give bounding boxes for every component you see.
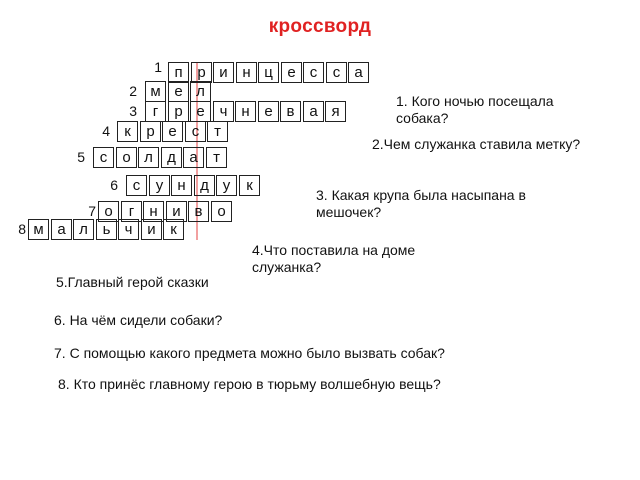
clue-4: 4.Что поставила на доме служанка?	[252, 242, 416, 275]
crossword-cell[interactable]: у	[149, 175, 170, 196]
word-number-7: 7	[88, 203, 96, 219]
crossword-cell[interactable]: ч	[213, 101, 234, 122]
crossword-cell[interactable]: п	[168, 62, 189, 83]
crossword-cell[interactable]: е	[190, 101, 211, 122]
crossword-cell[interactable]: н	[143, 201, 164, 222]
crossword-cell[interactable]: о	[116, 147, 137, 168]
crossword-cell[interactable]: ц	[258, 62, 279, 83]
crossword-cell[interactable]: и	[213, 62, 234, 83]
crossword-cell[interactable]: к	[117, 121, 138, 142]
crossword-cell[interactable]: а	[183, 147, 204, 168]
crossword-cell[interactable]: е	[258, 101, 279, 122]
crossword-cell[interactable]: с	[126, 175, 147, 196]
crossword-cell[interactable]: к	[163, 219, 184, 240]
crossword-cell[interactable]: е	[162, 121, 183, 142]
word-number-1: 1	[154, 59, 162, 75]
clue-6: 6. На чём сидели собаки?	[54, 312, 223, 328]
crossword-cell[interactable]: г	[145, 101, 166, 122]
crossword-cell[interactable]: я	[325, 101, 346, 122]
crossword-cell[interactable]: к	[239, 175, 260, 196]
clue-5: 5.Главный герой сказки	[56, 274, 209, 290]
word-number-5: 5	[77, 149, 85, 165]
crossword-cell[interactable]: ь	[96, 219, 117, 240]
crossword-cell[interactable]: в	[188, 201, 209, 222]
crossword-cell[interactable]: н	[236, 62, 257, 83]
crossword-cell[interactable]: и	[166, 201, 187, 222]
crossword-cell[interactable]: г	[121, 201, 142, 222]
crossword-cell[interactable]: л	[138, 147, 159, 168]
crossword-cell[interactable]: у	[216, 175, 237, 196]
crossword-cell[interactable]: л	[73, 219, 94, 240]
clue-7: 7. С помощью какого предмета можно было вызвать собак?	[54, 345, 445, 361]
crossword-cell[interactable]: д	[194, 175, 215, 196]
word-number-3: 3	[129, 103, 137, 119]
clue-8: 8. Кто принёс главному герою в тюрьму волшебную вещь?	[58, 376, 441, 392]
crossword-cell[interactable]: с	[303, 62, 324, 83]
word-number-2: 2	[129, 83, 137, 99]
word-number-8: 8	[18, 221, 26, 237]
crossword-cell[interactable]: с	[185, 121, 206, 142]
page-title: кроссворд	[268, 16, 372, 37]
crossword-cell[interactable]: е	[168, 81, 189, 102]
crossword-cell[interactable]: л	[190, 81, 211, 102]
crossword-cell[interactable]: с	[93, 147, 114, 168]
crossword-cell[interactable]: о	[98, 201, 119, 222]
crossword-cell[interactable]: ч	[118, 219, 139, 240]
crossword-cell[interactable]: а	[51, 219, 72, 240]
crossword-cell[interactable]: н	[171, 175, 192, 196]
crossword-cell[interactable]: р	[168, 101, 189, 122]
crossword-cell[interactable]: а	[303, 101, 324, 122]
clue-3: 3. Какая крупа была насыпана в мешочек?	[316, 187, 526, 220]
crossword-cell[interactable]: м	[145, 81, 166, 102]
crossword-cell[interactable]: е	[281, 62, 302, 83]
crossword-cell[interactable]: д	[161, 147, 182, 168]
word-number-6: 6	[110, 177, 118, 193]
crossword-cell[interactable]: т	[207, 121, 228, 142]
crossword-cell[interactable]: и	[141, 219, 162, 240]
clue-1: 1. Кого ночью посещала собака?	[396, 93, 554, 126]
crossword-cell[interactable]: в	[280, 101, 301, 122]
crossword-cell[interactable]: н	[235, 101, 256, 122]
crossword-cell[interactable]: р	[140, 121, 161, 142]
crossword-cell[interactable]: с	[326, 62, 347, 83]
crossword-cell[interactable]: о	[211, 201, 232, 222]
crossword-cell[interactable]: т	[206, 147, 227, 168]
crossword-cell[interactable]: а	[348, 62, 369, 83]
word-number-4: 4	[102, 123, 110, 139]
clue-2: 2.Чем служанка ставила метку?	[372, 136, 581, 152]
crossword-cell[interactable]: м	[28, 219, 49, 240]
crossword-cell[interactable]: р	[191, 62, 212, 83]
